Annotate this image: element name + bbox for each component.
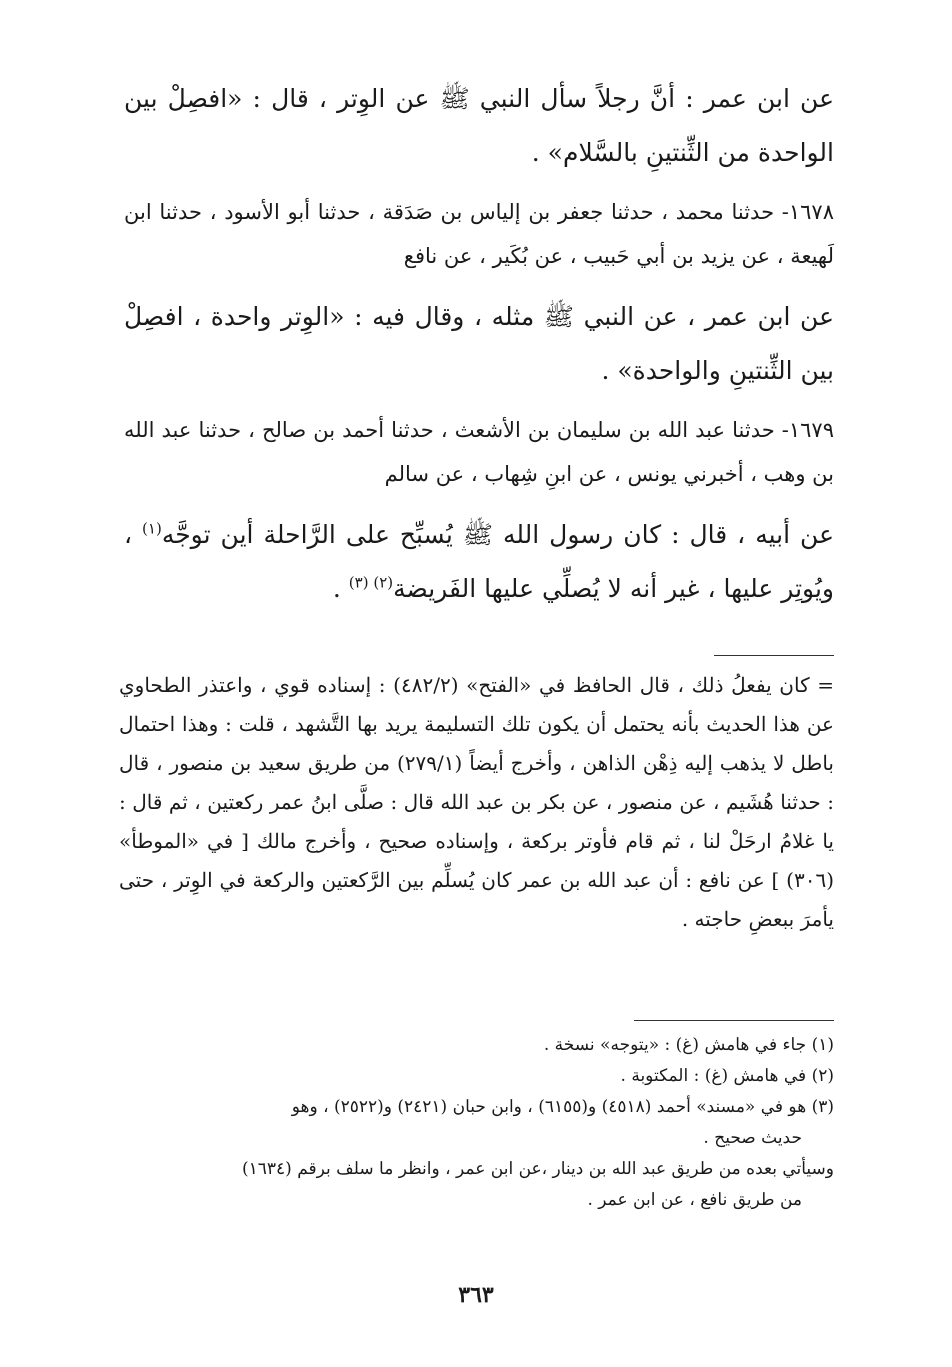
footnotes (119, 1030, 834, 1216)
footnote-3-cont: حديث صحيح . (703, 1128, 802, 1148)
footnotes-divider (634, 1020, 834, 1021)
footnote-1: (١) جاء في هامش (غ) : «يتوجه» نسخة . (543, 1035, 834, 1055)
hadith-text-1679-part1: عن أبيه ، قال : كان رسول الله ﷺ يُسبِّح على الرَّاحلة أين توجَّه (161, 520, 835, 549)
footnote-3-see-also: وسيأتي بعده من طريق عبد الله بن دينار ،عن ابن عمر ، وانظر ما سلف برقم (١٦٣٤) (242, 1159, 834, 1179)
footnote-ref-1: (١) (142, 519, 162, 538)
hadith-text-1678: عن ابن عمر ، عن النبي ﷺ مثله ، وقال فيه : «الوِتر واحدة ، افصِلْ بين الثِّنتينِ والواحدة» . (124, 302, 834, 385)
hadith-text-1679-part2: ، ويُوتِر عليها ، غير أنه لا يُصلِّي عليها الفَريضة (124, 520, 834, 603)
footnote-2: (٢) في هامش (غ) : المكتوبة . (620, 1066, 834, 1086)
page-number: ٣٦٣ (458, 1282, 494, 1308)
commentary-text: = كان يفعلُ ذلك ، قال الحافظ في «الفتح» (٤٨٢/٢) : إسناده قوي ، واعتذر الطحاوي عن هذا الحديث بأنه يحتمل أن يكون تلك التسليمة يريد بها التَّشهد ، قلت : وهذا احتمال باطل لا يذهب إليه ذِهْن الذاهن ، وأخرج أيضاً (٢٧٩/١) من طريق سعيد بن منصور ، قال : حدثنا هُشَيم ، عن منصور ، عن بكر بن عبد الله قال : صلَّى ابنُ عمر ركعتين ، ثم قال : يا غلامُ ارحَلْ لنا ، ثم قام فأوتر بركعة ، وإسناده صحيح ، وأخرج مالك [ في «الموطأ» (٣٠٦) ] عن نافع : أن عبد الله بن عمر كان يُسلِّم بين الرَّكعتين والركعة في الوِتر ، حتى يأمرَ ببعضِ حاجته . (119, 673, 834, 931)
hadith-text-1679 (124, 508, 834, 616)
footnote-3-see-also-cont: من طريق نافع ، عن ابن عمر . (587, 1190, 802, 1210)
main-text (124, 72, 834, 626)
commentary-block (119, 666, 834, 939)
hadith-text-1679-part3: . (332, 574, 349, 603)
isnad-1678: ١٦٧٨- حدثنا محمد ، حدثنا جعفر بن إلياس بن صَدَقة ، حدثنا أبو الأسود ، حدثنا ابن لَهيعة ، عن يزيد بن أبي حَبيب ، عن بُكَير ، عن نافع (124, 200, 834, 268)
footnote-3: (٣) هو في «مسند» أحمد (٤٥١٨) و(٦١٥٥) ، وابن حبان (٢٤٢١) و(٢٥٢٢) ، وهو (291, 1097, 834, 1117)
isnad-1679: ١٦٧٩- حدثنا عبد الله بن سليمان بن الأشعث ، حدثنا أحمد بن صالح ، حدثنا عبد الله بن وهب ، أخبرني يونس ، عن ابنِ شِهاب ، عن سالم (124, 418, 834, 486)
footnote-ref-2-3: (٢) (٣) (348, 573, 394, 592)
commentary-divider (714, 655, 834, 656)
hadith-text-1677: عن ابن عمر : أنَّ رجلاً سأل النبي ﷺ عن الوِتر ، قال : «افصِلْ بين الواحدة من الثِّنتينِ بالسَّلام» . (124, 84, 834, 167)
